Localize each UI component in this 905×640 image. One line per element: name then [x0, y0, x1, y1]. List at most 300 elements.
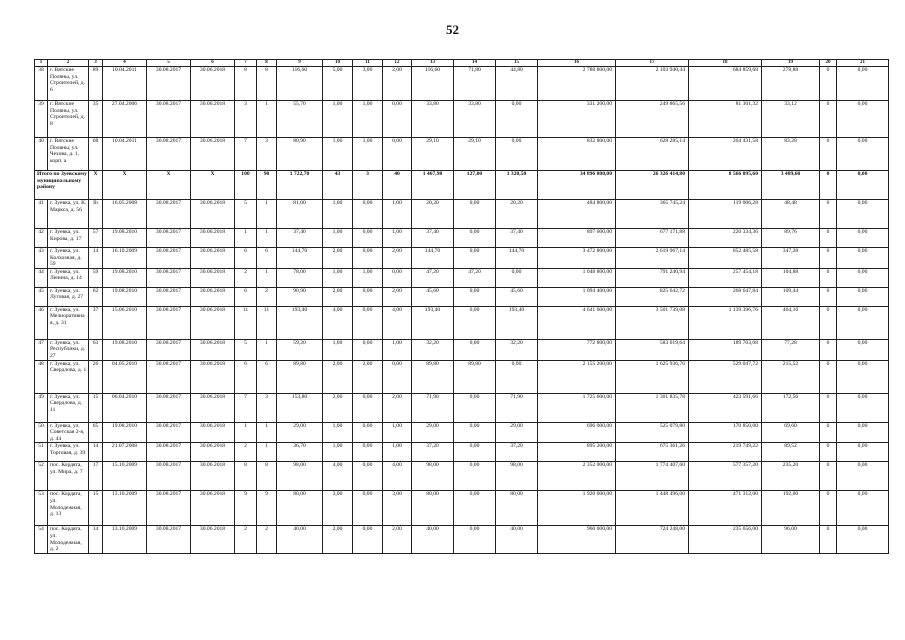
table-cell: 21.07.2008	[103, 443, 147, 462]
table-cell: 2	[257, 287, 277, 306]
table-cell: 30.08.2017	[147, 268, 191, 287]
column-number: 20	[820, 60, 837, 67]
table-cell: 30.06.2018	[191, 339, 235, 360]
table-cell: 8 566 095,60	[689, 171, 762, 200]
row-number-cell: 49	[35, 393, 48, 422]
table-cell: 1 725 600,00	[538, 393, 616, 422]
column-number: 10	[323, 60, 353, 67]
table-row	[35, 422, 889, 443]
table-cell: 1,00	[323, 229, 353, 248]
table-cell: 30.08.2017	[147, 287, 191, 306]
table-cell: 0,00	[837, 101, 889, 138]
table-cell: 30.08.2017	[147, 526, 191, 553]
table-cell: 35	[89, 101, 103, 138]
column-number: 11	[353, 60, 383, 67]
table-cell: 3 501 739,08	[616, 306, 689, 339]
column-number: 12	[383, 60, 412, 67]
table-cell: 20,20	[412, 200, 454, 229]
column-number: 19	[762, 60, 820, 67]
row-number-cell: 54	[35, 526, 48, 553]
table-cell: 0,00	[837, 491, 889, 526]
table-cell: 192,00	[762, 491, 820, 526]
table-cell: 2,00	[323, 526, 353, 553]
table-cell: 215,52	[762, 360, 820, 393]
address-cell: г. Зуевка, ул. Луговая, д. 27	[48, 287, 89, 306]
table-cell: 0	[820, 360, 837, 393]
table-cell: 8	[257, 67, 277, 101]
table-cell: 832 800,00	[538, 138, 616, 171]
table-row	[35, 526, 889, 553]
table-cell: 11	[235, 306, 257, 339]
column-number: 13	[412, 60, 454, 67]
table-cell: 204 431,58	[689, 138, 762, 171]
table-cell: 3	[353, 171, 383, 200]
table-cell: 44,80	[496, 67, 538, 101]
table-cell: 19.08.2010	[103, 229, 147, 248]
table-cell: 257 454,18	[689, 268, 762, 287]
table-cell: 6	[235, 248, 257, 269]
table-cell: 0,00	[383, 138, 412, 171]
table-cell: 30.06.2018	[191, 393, 235, 422]
table-cell: 0,00	[353, 422, 383, 443]
table-cell: 144,70	[496, 248, 538, 269]
table-cell: 219 749,22	[689, 443, 762, 462]
table-cell: 37,20	[412, 443, 454, 462]
table-cell: 2 103 940,44	[616, 67, 689, 101]
address-cell: г. Вятские Поляны, ул. Чехова, д. 1, корп. а	[48, 138, 89, 171]
table-cell: 1 301 835,78	[616, 393, 689, 422]
table-cell: 331 200,00	[538, 101, 616, 138]
table-cell: 0,00	[837, 339, 889, 360]
table-cell: 26 326 414,80	[616, 171, 689, 200]
table-cell: 0,00	[837, 248, 889, 269]
table-cell: 30.08.2017	[147, 248, 191, 269]
row-number-cell: 45	[35, 287, 48, 306]
total-row	[35, 171, 889, 200]
address-cell: г. Зуевка, ул. Республики, д. 27	[48, 339, 89, 360]
table-cell: 3,00	[383, 491, 412, 526]
table-cell: 577 357,20	[689, 462, 762, 491]
table-cell: 30.06.2018	[191, 287, 235, 306]
total-label: Итого по Зуевскому муниципальному району	[35, 171, 89, 200]
address-cell: г. Вятские Поляны, ул. Строителей, д. 6	[48, 67, 89, 101]
table-cell: 65	[89, 422, 103, 443]
table-row	[35, 287, 889, 306]
row-number-cell: 47	[35, 339, 48, 360]
table-cell: 4,00	[383, 306, 412, 339]
table-cell: 0,00	[837, 268, 889, 287]
table-cell: 98,00	[277, 462, 323, 491]
table-cell: 81 301,32	[689, 101, 762, 138]
table-cell: 30.06.2018	[191, 422, 235, 443]
table-cell: 4,00	[383, 462, 412, 491]
table-cell: 6	[257, 248, 277, 269]
table-cell: 0,00	[353, 200, 383, 229]
table-cell: 59	[89, 268, 103, 287]
table-cell: 71,80	[454, 67, 496, 101]
table-cell: 0,00	[837, 171, 889, 200]
table-cell: 684 859,68	[689, 67, 762, 101]
row-number-cell: 41	[35, 200, 48, 229]
table-cell: 0	[820, 422, 837, 443]
table-cell: 20,20	[496, 200, 538, 229]
page-number: 52	[446, 22, 459, 37]
table-cell: 10.04.2011	[103, 67, 147, 101]
table-cell: 116,60	[277, 67, 323, 101]
address-cell: г. Зуевка, ул. Свердлова, д. 11	[48, 393, 89, 422]
table-cell: 0,00	[454, 200, 496, 229]
table-cell: 81,00	[277, 200, 323, 229]
table-cell: 2,00	[383, 67, 412, 101]
table-cell: 0,00	[837, 138, 889, 171]
table-cell: 677 171,88	[616, 229, 689, 248]
column-number-row	[35, 60, 889, 67]
table-cell: 1,00	[383, 422, 412, 443]
table-cell: 852 485,58	[689, 248, 762, 269]
address-cell: г. Зуевка, ул. Кирова, д. 17	[48, 229, 89, 248]
table-cell: 249 865,56	[616, 101, 689, 138]
table-cell: 0,00	[496, 360, 538, 393]
column-number: 6	[191, 60, 235, 67]
table-cell: 14	[89, 443, 103, 462]
table-cell: 36,70	[277, 443, 323, 462]
table-cell: 30.08.2017	[147, 491, 191, 526]
table-cell: 6	[257, 360, 277, 393]
table-row	[35, 101, 889, 138]
table-cell: 1	[257, 229, 277, 248]
column-number: 5	[147, 60, 191, 67]
table-cell: 47,20	[412, 268, 454, 287]
table-cell: 109,44	[762, 287, 820, 306]
column-number: 8	[257, 60, 277, 67]
table-cell: 1,00	[323, 268, 353, 287]
address-cell: г. Зуевка, ул. К. Маркса, д. 56	[48, 200, 89, 229]
table-row	[35, 306, 889, 339]
table-cell: 37,20	[496, 443, 538, 462]
table-cell: 4,00	[323, 306, 353, 339]
table-cell: 30.08.2017	[147, 306, 191, 339]
table-cell: 423 591,66	[689, 393, 762, 422]
table-cell: 0,00	[454, 229, 496, 248]
table-cell: 0	[820, 306, 837, 339]
table-cell: 63	[89, 339, 103, 360]
table-row	[35, 138, 889, 171]
table-cell: 80,00	[412, 491, 454, 526]
table-cell: 06.04.2010	[103, 393, 147, 422]
table-cell: 2,00	[323, 360, 353, 393]
table-cell: 172,56	[762, 393, 820, 422]
table-cell: 0,00	[496, 268, 538, 287]
table-cell: 90,90	[277, 287, 323, 306]
table-cell: 0	[820, 339, 837, 360]
column-number: 15	[496, 60, 538, 67]
table-cell: 89,80	[412, 360, 454, 393]
table-cell: 0,00	[454, 306, 496, 339]
table-cell: X	[103, 171, 147, 200]
table-cell: 13.10.2009	[103, 526, 147, 553]
table-cell: 0,00	[837, 67, 889, 101]
table-cell: 30.08.2017	[147, 393, 191, 422]
table-cell: 2 619 967,14	[616, 248, 689, 269]
table-cell: 30.06.2018	[191, 306, 235, 339]
table-cell: 2,00	[323, 393, 353, 422]
table-cell: 30.06.2018	[191, 248, 235, 269]
table-cell: 1,00	[383, 339, 412, 360]
column-number: 9	[277, 60, 323, 67]
table-cell: 347,28	[762, 248, 820, 269]
table-cell: 04.05.2010	[103, 360, 147, 393]
table-cell: 30.08.2017	[147, 101, 191, 138]
row-number-cell: 46	[35, 306, 48, 339]
table-cell: 15.10.2009	[103, 462, 147, 491]
table-cell: 57	[89, 229, 103, 248]
table-cell: 3	[257, 393, 277, 422]
table-cell: 1,00	[383, 229, 412, 248]
table-cell: 1,00	[323, 422, 353, 443]
address-cell: г. Зуевка, ул. Ленина, д. 14	[48, 268, 89, 287]
row-number-cell: 39	[35, 101, 48, 138]
table-cell: 30.08.2017	[147, 422, 191, 443]
table-cell: 71,90	[496, 393, 538, 422]
table-cell: 2	[235, 268, 257, 287]
table-cell: 1,00	[383, 200, 412, 229]
table-cell: 1,00	[323, 339, 353, 360]
table-cell: 30.08.2017	[147, 462, 191, 491]
table-cell: 895 200,00	[538, 443, 616, 462]
table-cell: 29,00	[277, 422, 323, 443]
table-cell: 30.08.2017	[147, 443, 191, 462]
table-cell: 189 703,08	[689, 339, 762, 360]
table-cell: 0	[820, 229, 837, 248]
table-cell: 6	[235, 360, 257, 393]
table-cell: 96,00	[762, 526, 820, 553]
table-cell: 1 048 800,00	[538, 268, 616, 287]
table-cell: 0	[820, 67, 837, 101]
table-cell: 71,90	[412, 393, 454, 422]
table-cell: 30.06.2018	[191, 138, 235, 171]
table-cell: 0	[820, 171, 837, 200]
table-cell: 0,00	[383, 268, 412, 287]
table-cell: 2,00	[383, 248, 412, 269]
table-cell: 48,48	[762, 200, 820, 229]
table-cell: 7	[235, 393, 257, 422]
table-cell: 0,00	[454, 287, 496, 306]
table-cell: 193,40	[412, 306, 454, 339]
table-cell: 1,00	[353, 138, 383, 171]
table-cell: 1 920 000,00	[538, 491, 616, 526]
table-cell: 32,20	[496, 339, 538, 360]
table-cell: 0,00	[837, 526, 889, 553]
table-cell: 77,28	[762, 339, 820, 360]
table-cell: 791 240,94	[616, 268, 689, 287]
table-cell: 2,00	[323, 287, 353, 306]
table-cell: 33,80	[412, 101, 454, 138]
table-cell: 0,00	[454, 443, 496, 462]
table-cell: 1	[257, 443, 277, 462]
table-cell: 7	[235, 138, 257, 171]
table-cell: 32,20	[412, 339, 454, 360]
table-cell: 80,00	[277, 491, 323, 526]
table-cell: 0,00	[496, 138, 538, 171]
table-cell: 0,00	[454, 248, 496, 269]
column-number: 7	[235, 60, 257, 67]
table-cell: 1	[257, 200, 277, 229]
table-row	[35, 200, 889, 229]
table-cell: 14	[89, 526, 103, 553]
table-cell: 3,00	[323, 491, 353, 526]
address-cell: г. Вятские Поляны, ул. Строителей, д. 8	[48, 101, 89, 138]
table-cell: 0,00	[353, 306, 383, 339]
table-cell: 0	[820, 526, 837, 553]
column-number: 21	[837, 60, 889, 67]
table-cell: 0,00	[454, 491, 496, 526]
table-cell: 119 006,28	[689, 200, 762, 229]
table-cell: 1	[257, 101, 277, 138]
table-cell: 1,00	[353, 101, 383, 138]
table-cell: 2 352 000,00	[538, 462, 616, 491]
table-cell: 30.08.2017	[147, 138, 191, 171]
table-row	[35, 443, 889, 462]
table-cell: 29,00	[412, 422, 454, 443]
column-number: 1	[35, 60, 48, 67]
table-cell: 1,00	[323, 443, 353, 462]
table-cell: 47,20	[454, 268, 496, 287]
address-cell: г. Зуевка, ул. Свердлова, д. 1	[48, 360, 89, 393]
table-row	[35, 393, 889, 422]
table-cell: 235,20	[762, 462, 820, 491]
table-cell: 0,00	[353, 248, 383, 269]
table-cell: 1 625 936,76	[616, 360, 689, 393]
table-cell: 19.08.2010	[103, 339, 147, 360]
table-cell: 19.08.2010	[103, 422, 147, 443]
table-cell: Ib	[89, 200, 103, 229]
table-row	[35, 248, 889, 269]
table-cell: 89,80	[454, 360, 496, 393]
table-cell: 2,00	[383, 287, 412, 306]
row-number-cell: 51	[35, 443, 48, 462]
table-cell: 0,00	[353, 526, 383, 553]
table-cell: 464,16	[762, 306, 820, 339]
table-cell: 62	[89, 287, 103, 306]
table-cell: 0,00	[837, 360, 889, 393]
table-cell: 1	[257, 268, 277, 287]
table-cell: 8	[235, 67, 257, 101]
table-cell: 0	[820, 462, 837, 491]
row-number-cell: 38	[35, 67, 48, 101]
table-row	[35, 229, 889, 248]
table-cell: 30.06.2018	[191, 268, 235, 287]
table-cell: 30.06.2018	[191, 443, 235, 462]
table-cell: 100	[235, 171, 257, 200]
table-cell: 45,60	[496, 287, 538, 306]
table-cell: 104,88	[762, 268, 820, 287]
table-cell: 30.08.2017	[147, 67, 191, 101]
table-cell: 825 642,72	[616, 287, 689, 306]
table-cell: 40,00	[277, 526, 323, 553]
column-number: 16	[538, 60, 616, 67]
table-cell: 5,00	[323, 67, 353, 101]
table-cell: 89	[89, 67, 103, 101]
table-cell: 80,90	[277, 138, 323, 171]
table-cell: 0	[820, 248, 837, 269]
table-cell: 17	[89, 462, 103, 491]
table-row	[35, 462, 889, 491]
table-cell: 0,00	[454, 422, 496, 443]
table-cell: 8	[235, 462, 257, 491]
table-cell: 1 094 400,00	[538, 287, 616, 306]
housing-register-table	[34, 59, 889, 554]
table-cell: 30.08.2017	[147, 360, 191, 393]
table-cell: 0,00	[837, 393, 889, 422]
table-cell: 30.06.2018	[191, 67, 235, 101]
table-cell: 278,88	[762, 67, 820, 101]
table-cell: X	[191, 171, 235, 200]
row-number-cell: 48	[35, 360, 48, 393]
table-cell: 89,76	[762, 229, 820, 248]
table-row	[35, 67, 889, 101]
table-cell: 2	[235, 526, 257, 553]
table-cell: 2,00	[383, 393, 412, 422]
table-cell: 4 641 600,00	[538, 306, 616, 339]
table-cell: 30.06.2018	[191, 526, 235, 553]
table-cell: 15.06.2010	[103, 306, 147, 339]
table-cell: X	[89, 171, 103, 200]
table-cell: 5	[235, 339, 257, 360]
table-cell: 529 047,72	[689, 360, 762, 393]
table-cell: 4,00	[323, 462, 353, 491]
table-cell: 1 467,98	[412, 171, 454, 200]
table-row	[35, 339, 889, 360]
table-cell: 1 722,70	[277, 171, 323, 200]
table-cell: 127,00	[454, 171, 496, 200]
table-row	[35, 268, 889, 287]
table-cell: 80,00	[496, 491, 538, 526]
table-cell: 0,00	[454, 339, 496, 360]
table-cell: 30.06.2018	[191, 360, 235, 393]
table-cell: 30.08.2017	[147, 229, 191, 248]
table-cell: 471 312,00	[689, 491, 762, 526]
table-cell: 1	[235, 229, 257, 248]
table-cell: 724 248,00	[616, 526, 689, 553]
table-cell: 1 320,50	[496, 171, 538, 200]
table-cell: 897 600,00	[538, 229, 616, 248]
table-cell: 0,00	[837, 200, 889, 229]
column-number: 2	[48, 60, 89, 67]
table-cell: 2,00	[383, 526, 412, 553]
table-cell: 0,00	[353, 491, 383, 526]
table-cell: 170 850,00	[689, 422, 762, 443]
table-cell: 27.04.2006	[103, 101, 147, 138]
table-cell: 0	[820, 138, 837, 171]
table-cell: 30.06.2018	[191, 229, 235, 248]
address-cell: г. Зуевка, ул. Колхозная, д. 59	[48, 248, 89, 269]
table-cell: 29,10	[412, 138, 454, 171]
table-cell: 0,00	[383, 360, 412, 393]
table-cell: 0	[820, 393, 837, 422]
table-cell: 3 472 800,00	[538, 248, 616, 269]
table-cell: 0	[820, 443, 837, 462]
address-cell: г. Зуевка, ул. Мелиоративная, д. 31	[48, 306, 89, 339]
table-cell: 9	[235, 491, 257, 526]
row-number-cell: 53	[35, 491, 48, 526]
table-cell: 1	[257, 339, 277, 360]
table-cell: 0,00	[454, 462, 496, 491]
address-cell: г. Зуевка, ул. Торговая, д. 39	[48, 443, 89, 462]
table-cell: 19.08.2010	[103, 287, 147, 306]
table-cell: 144,70	[412, 248, 454, 269]
table-cell: 0,00	[383, 101, 412, 138]
table-cell: 2 788 800,00	[538, 67, 616, 101]
